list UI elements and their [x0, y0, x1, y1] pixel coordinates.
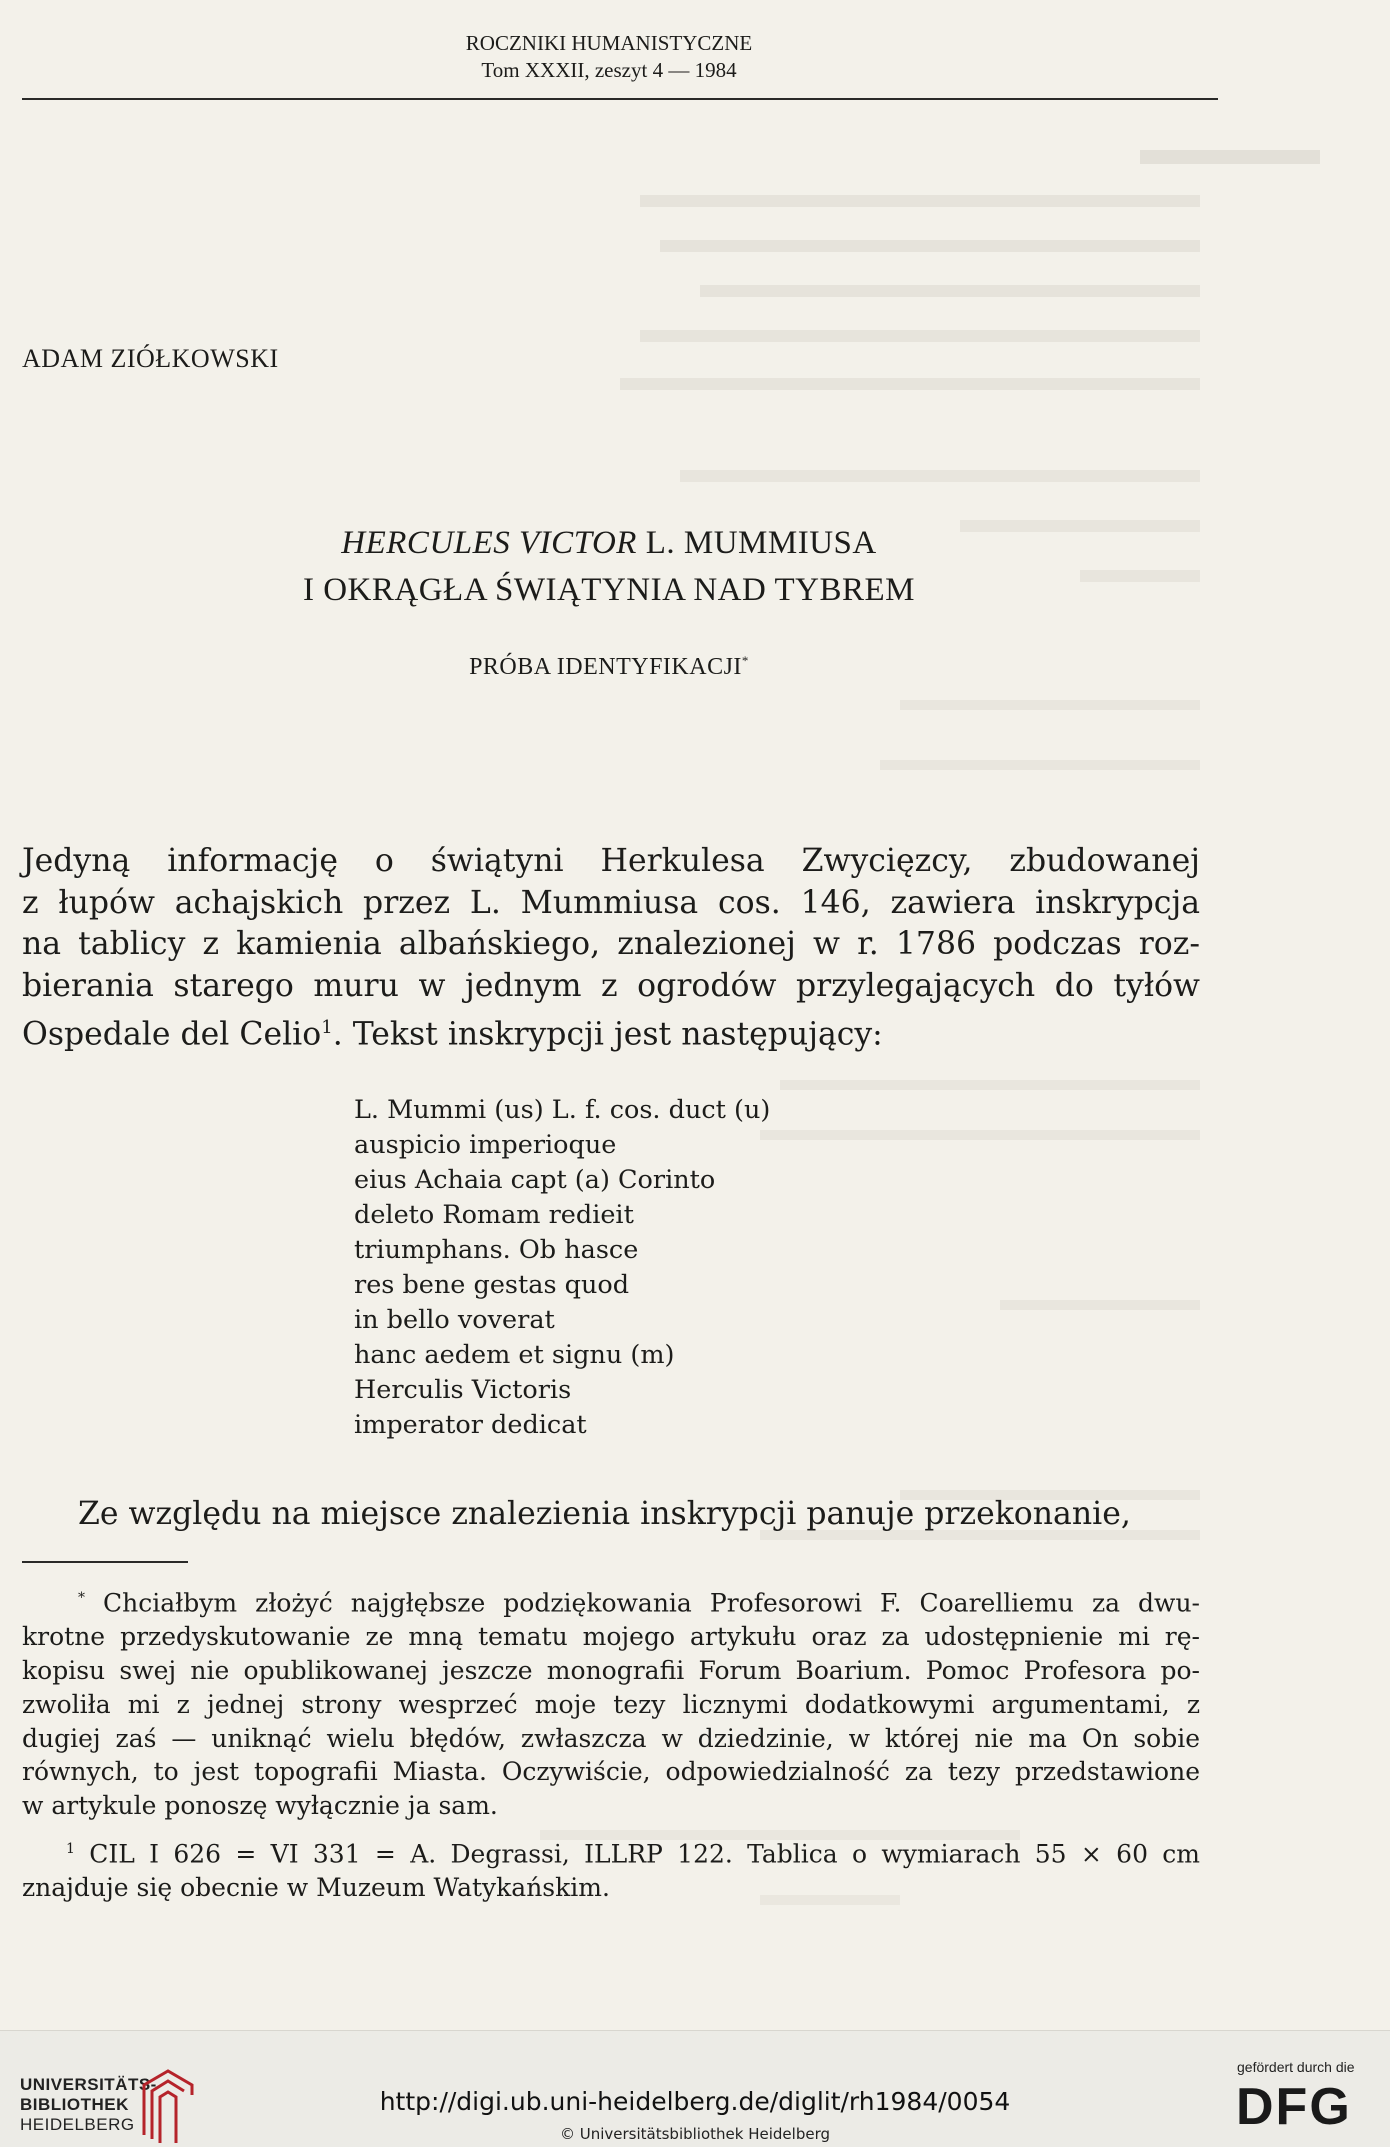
inscription-line: eius Achaia capt (a) Corinto	[354, 1165, 716, 1195]
paragraph-1	[22, 841, 1200, 1056]
footnote-rule	[22, 1561, 188, 1563]
subtitle-text: PRÓBA IDENTYFIKACJI	[469, 654, 742, 680]
paragraph-1-line: z łupów achajskich przez L. Mummiusa cos. 146, zawiera inskrypcja	[22, 884, 1200, 921]
footnote-line: kopisu swej nie opublikowanej jeszcze monografii Forum Boarium. Pomoc Profesora po-	[22, 1655, 1200, 1685]
footnote-mark-1: 1	[66, 1841, 75, 1857]
library-line-2: BIBLIOTHEK	[20, 2095, 129, 2114]
footnote-star	[22, 1582, 1200, 1823]
document-url-link[interactable]: http://digi.ub.uni-heidelberg.de/diglit/rh1984/0054	[379, 2087, 1011, 2116]
article-title	[0, 520, 1218, 614]
title-plain-part: L. MUMMIUSA	[636, 525, 877, 561]
funding-note: gefördert durch die	[1237, 2059, 1355, 2075]
footnote-line: znajduje się obecnie w Muzeum Watykańskim.	[22, 1873, 610, 1903]
footnote-line	[22, 1582, 1200, 1620]
footnote-line: w artykule ponoszę wyłącznie ja sam.	[22, 1791, 498, 1821]
author-name: ADAM ZIÓŁKOWSKI	[22, 344, 279, 373]
footnote-line: krotne przedyskutowanie ze mną tematu mojego artykułu oraz za udostępnienie mi rę-	[22, 1622, 1200, 1652]
paragraph-1-last-line	[22, 1007, 1200, 1056]
inscription-line: L. Mummi (us) L. f. cos. duct (u)	[354, 1095, 771, 1125]
paragraph-1-line: bierania starego muru w jednym z ogrodów przylegających do tyłów	[22, 967, 1200, 1004]
inscription-line: in bello voverat	[354, 1305, 555, 1335]
inscription-line: deleto Romam redieit	[354, 1200, 634, 1230]
viewer-footer	[0, 2030, 1390, 2147]
footnote-mark-star: *	[78, 1590, 85, 1606]
inscription-line: imperator dedicat	[354, 1410, 587, 1440]
paragraph-2: Ze względu na miejsce znalezienia inskrypcji panuje przekonanie,	[78, 1496, 1131, 1532]
paragraph-1-line: na tablicy z kamienia albańskiego, znalezionej w r. 1786 podczas roz-	[22, 926, 1200, 962]
footnote-1	[22, 1833, 1200, 1905]
title-line-2: I OKRĄGŁA ŚWIĄTYNIA NAD TYBREM	[302, 572, 916, 608]
volume-info: Tom XXXII, zeszyt 4 — 1984	[481, 58, 737, 82]
subtitle-footnote-mark: *	[741, 653, 749, 668]
footnote-line: równych, to jest topografii Miasta. Oczywiście, odpowiedzialność za tezy przedstawione	[22, 1757, 1200, 1787]
inscription-line: triumphans. Ob hasce	[354, 1235, 639, 1265]
text-span: . Tekst inskrypcji jest następujący:	[332, 1016, 883, 1053]
running-header	[0, 30, 1218, 84]
inscription-line: Herculis Victoris	[354, 1375, 572, 1405]
inscription-block	[354, 1093, 770, 1443]
footnote-line: zwoliła mi z jednej strony wesprzeć moje tezy licznymi dodatkowymi argumentami, z	[22, 1689, 1200, 1719]
inscription-line: hanc aedem et signu (m)	[354, 1340, 675, 1370]
footnote-ref-1[interactable]: 1	[321, 1017, 333, 1038]
title-line-1	[0, 520, 1218, 567]
paragraph-1-line: Jedyną informację o świątyni Herkulesa Zwycięzcy, zbudowanej	[22, 843, 1200, 879]
copyright-notice: © Universitätsbibliothek Heidelberg	[559, 2125, 830, 2143]
inscription-line: auspicio imperioque	[354, 1130, 617, 1160]
title-italic-part: HERCULES VICTOR	[341, 525, 637, 561]
inscription-line: res bene gestas quod	[354, 1270, 630, 1300]
footnote-line: dugiej zaś — uniknąć wielu błędów, zwłaszcza w dziedzinie, w której nie ma On sobie	[22, 1723, 1200, 1753]
text-span: CIL I 626 = VI 331 = A. Degrassi, ILLRP 122. Tablica o wymiarach 55 × 60 cm	[89, 1839, 1200, 1869]
text-span: Ospedale del Celio	[22, 1016, 322, 1053]
library-line-3: HEIDELBERG	[20, 2115, 135, 2134]
text-span: Chciałbym złożyć najgłębsze podziękowania Profesorowi F. Coarelliemu za dwu-	[103, 1588, 1201, 1618]
library-line-1: UNIVERSITÄTS-	[20, 2075, 157, 2094]
journal-name: ROCZNIKI HUMANISTYCZNE	[465, 31, 753, 55]
article-subtitle	[0, 653, 1218, 681]
dfg-logo[interactable]: DFG	[1236, 2078, 1352, 2136]
header-rule	[22, 98, 1218, 100]
footnote-line	[22, 1833, 1200, 1871]
